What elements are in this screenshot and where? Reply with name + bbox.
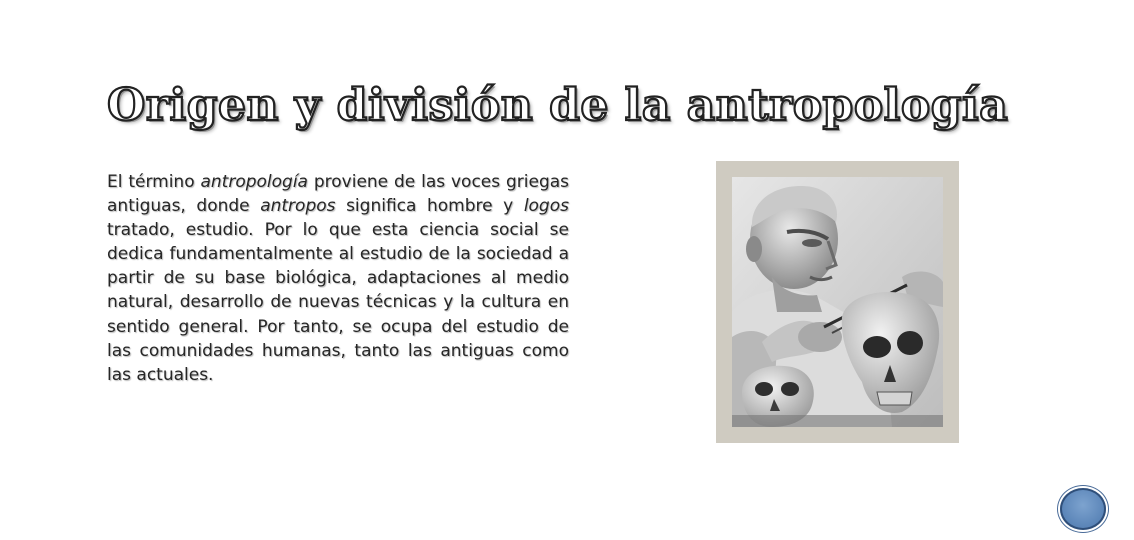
paragraph-text-4: tratado, estudio. Por lo que esta ciencia social se dedica fundamentalmente al estudio de la sociedad a partir de su base biológica, adaptaciones al medio natural, desarrollo de nuevas técnicas y la cultura en sentido general. Por tanto, se ocupa del estudio de las comunidades humanas, tanto las antiguas como las actuales. <box>107 220 569 385</box>
anthropologist-photo <box>732 177 943 427</box>
photo-frame <box>716 161 959 443</box>
paragraph-emphasis-logos: logos <box>523 196 569 217</box>
slide-title: Origen y división de la antropología <box>107 80 1009 131</box>
nav-circle-button[interactable] <box>1060 488 1106 530</box>
paragraph-text-3: significa hombre y <box>335 196 524 217</box>
paragraph-emphasis-antropos: antropos <box>260 196 336 217</box>
anthropologist-with-skulls-icon <box>732 177 943 427</box>
paragraph-text-2: proviene de las voces griegas antiguas, donde <box>107 172 570 217</box>
paragraph-emphasis-antropologia: antropología <box>200 172 308 192</box>
slide-paragraph <box>107 170 569 387</box>
paragraph-text-1: El término <box>107 172 201 192</box>
